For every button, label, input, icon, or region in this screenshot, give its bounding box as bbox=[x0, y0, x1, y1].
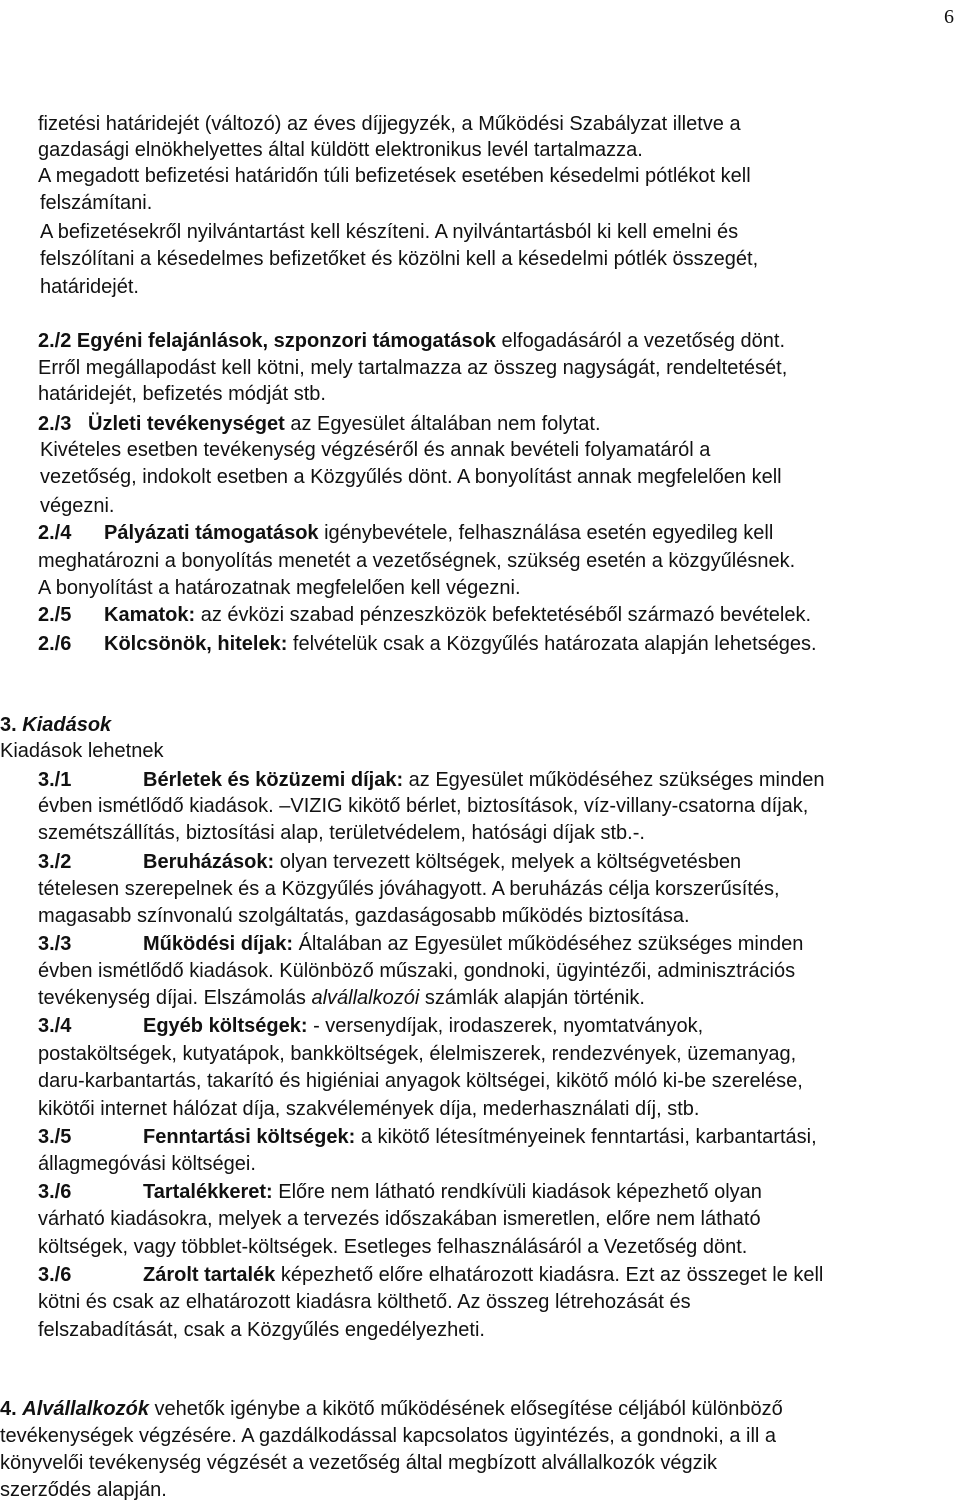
intro-line: határidejét. bbox=[40, 276, 139, 298]
section-3-6-heading bbox=[143, 1179, 762, 1205]
section-title: Beruházások: bbox=[143, 851, 275, 873]
section-title: Üzleti tevékenységet bbox=[88, 413, 285, 435]
intro-line: A megadott befizetési határidőn túli befizetések esetében késedelmi pótlékot kell bbox=[38, 165, 751, 187]
section-number: 4. bbox=[0, 1398, 17, 1420]
section-2-4-heading bbox=[104, 520, 773, 546]
section-number: 2./4 bbox=[38, 522, 72, 544]
section-title: Alvállalkozók bbox=[22, 1398, 149, 1420]
intro-line: fizetési határidejét (változó) az éves díjjegyzék, a Működési Szabályzat illetve a bbox=[38, 113, 741, 135]
section-2-5-heading bbox=[104, 602, 811, 628]
section-text: Általában az Egyesület működéséhez szükséges minden bbox=[293, 933, 804, 955]
section-title: Kiadások bbox=[22, 714, 112, 736]
section-3-heading bbox=[0, 712, 111, 738]
section-text: igénybevétele, felhasználása esetén egyedileg kell bbox=[318, 522, 774, 544]
section-number: 3./3 bbox=[38, 933, 72, 955]
section-number: 2./3 bbox=[38, 413, 72, 435]
section-number: 3./6 bbox=[38, 1264, 72, 1286]
section-number: 2./6 bbox=[38, 633, 72, 655]
section-line: várható kiadásokra, melyek a tervezés időszakában ismeretlen, előre nem látható bbox=[38, 1208, 761, 1230]
section-line: tevékenységek végzésére. A gazdálkodással kapcsolatos ügyintézés, a gondnoki, a ill a bbox=[0, 1425, 777, 1447]
section-line: határidejét, befizetés módját stb. bbox=[38, 383, 326, 405]
intro-line: felszólítani a késedelmes befizetőket és közölni kell a késedelmi pótlék összegét, bbox=[40, 248, 759, 270]
section-text: olyan tervezett költségek, melyek a költségvetésben bbox=[274, 851, 742, 873]
section-number: 3. bbox=[0, 714, 17, 736]
section-line: tételesen szerepelnek és a Közgyűlés jóváhagyott. A beruházás célja korszerűsítés, bbox=[38, 878, 780, 900]
section-3-5-heading bbox=[143, 1124, 817, 1150]
intro-line: felszámítani. bbox=[40, 192, 153, 214]
section-line: postaköltségek, kutyatápok, bankköltségek, élelmiszerek, rendezvények, üzemanyag, bbox=[38, 1043, 797, 1065]
section-text: elfogadásáról a vezetőség dönt. bbox=[495, 330, 786, 352]
section-line: felszabadítását, csak a Közgyűlés engedélyezheti. bbox=[38, 1319, 485, 1341]
section-number: 3./6 bbox=[38, 1181, 72, 1203]
section-italic-text: alvállalkozói bbox=[311, 987, 420, 1009]
section-title: Egyéb költségek: bbox=[143, 1015, 308, 1037]
section-line: kötni és csak az elhatározott kiadásra költhető. Az összeg létrehozását és bbox=[38, 1291, 691, 1313]
section-text: az Egyesület általában nem folytat. bbox=[284, 413, 601, 435]
section-number: 3./5 bbox=[38, 1126, 72, 1148]
section-2-6-heading bbox=[104, 631, 817, 657]
section-3-3-heading bbox=[143, 931, 803, 957]
section-2-2-heading bbox=[38, 328, 785, 354]
section-title: Kamatok: bbox=[104, 604, 196, 626]
section-line: költségek, vagy többlet-költségek. Esetleges felhasználásáról a Vezetőség dönt. bbox=[38, 1236, 748, 1258]
section-text: számlák alapján történik. bbox=[419, 987, 645, 1009]
section-text: - versenydíjak, irodaszerek, nyomtatványok, bbox=[307, 1015, 704, 1037]
intro-line: A befizetésekről nyilvántartást kell készíteni. A nyilvántartásból ki kell emelni és bbox=[40, 221, 739, 243]
section-title: Működési díjak: bbox=[143, 933, 294, 955]
section-title: Egyéni felajánlások, szponzori támogatások bbox=[76, 330, 496, 352]
intro-line: gazdasági elnökhelyettes által küldött elektronikus levél tartalmazza. bbox=[38, 139, 643, 161]
section-number: 3./2 bbox=[38, 851, 72, 873]
section-4-heading bbox=[0, 1396, 783, 1422]
section-line: évben ismétlődő kiadások. Különböző műszaki, gondnoki, ügyintézői, adminisztrációs bbox=[38, 960, 796, 982]
section-line: könyvelői tevékenység végzését a vezetőség által megbízott alvállalkozók végzik bbox=[0, 1452, 718, 1474]
section-line: évben ismétlődő kiadások. –VIZIG kikötő bérlet, biztosítások, víz-villany-csatorna díjak, bbox=[38, 795, 809, 817]
section-number: 2./2 bbox=[38, 330, 72, 352]
section-line: vezetőség, indokolt esetben a Közgyűlés dönt. A bonyolítást annak megfelelően kell bbox=[40, 466, 782, 488]
section-text: képezhető előre elhatározott kiadásra. Ezt az összeget le kell bbox=[275, 1264, 824, 1286]
section-line: állagmegóvási költségei. bbox=[38, 1153, 256, 1175]
section-text: Előre nem látható rendkívüli kiadások képezhető olyan bbox=[272, 1181, 762, 1203]
section-line: Erről megállapodást kell kötni, mely tartalmazza az összeg nagyságát, rendeltetését, bbox=[38, 357, 788, 379]
section-title: Pályázati támogatások bbox=[104, 522, 319, 544]
section-line: daru-karbantartás, takarító és higiéniai anyagok költségei, kikötő móló ki-be szerelése, bbox=[38, 1070, 803, 1092]
section-3-2-heading bbox=[143, 849, 741, 875]
section-text: felvételük csak a Közgyűlés határozata alapján lehetséges. bbox=[287, 633, 817, 655]
section-line: magasabb színvonalú szolgáltatás, gazdaságosabb működés biztosítása. bbox=[38, 905, 690, 927]
section-3-4-heading bbox=[143, 1013, 703, 1039]
section-title: Tartalékkeret: bbox=[143, 1181, 273, 1203]
section-title: Fenntartási költségek: bbox=[143, 1126, 356, 1148]
section-number: 3./1 bbox=[38, 769, 72, 791]
section-line: kikötői internet hálózat díja, szakvélemények díja, mederhasználati díj, stb. bbox=[38, 1098, 700, 1120]
section-text: az Egyesület működéséhez szükséges minden bbox=[403, 769, 825, 791]
section-3-1-heading bbox=[143, 767, 824, 793]
section-text: az évközi szabad pénzeszközök befektetéséből származó bevételek. bbox=[195, 604, 812, 626]
section-line bbox=[38, 985, 645, 1011]
section-text: tevékenység díjai. Elszámolás bbox=[38, 987, 312, 1009]
section-number: 3./4 bbox=[38, 1015, 72, 1037]
section-line: szerződés alapján. bbox=[0, 1479, 167, 1501]
page-number: 6 bbox=[944, 6, 954, 28]
section-line: meghatározni a bonyolítás menetét a vezetőségnek, szükség esetén a közgyűlésnek. bbox=[38, 550, 796, 572]
section-title: Bérletek és közüzemi díjak: bbox=[143, 769, 404, 791]
section-number: 2./5 bbox=[38, 604, 72, 626]
section-3-6b-heading bbox=[143, 1262, 823, 1288]
section-title: Kölcsönök, hitelek: bbox=[104, 633, 288, 655]
section-3-subtitle: Kiadások lehetnek bbox=[0, 740, 164, 762]
section-line: szemétszállítás, biztosítási alap, területvédelem, hatósági díjak stb.-. bbox=[38, 822, 645, 844]
section-line: A bonyolítást a határozatnak megfelelően kell végezni. bbox=[38, 577, 521, 599]
section-line: Kivételes esetben tevékenység végzéséről és annak bevételi folyamatáról a bbox=[40, 439, 711, 461]
section-2-3-heading bbox=[38, 411, 601, 437]
section-title: Zárolt tartalék bbox=[143, 1264, 276, 1286]
section-text: vehetők igénybe a kikötő működésének elősegítése céljából különböző bbox=[148, 1398, 783, 1420]
section-line: végezni. bbox=[40, 495, 115, 517]
section-text: a kikötő létesítményeinek fenntartási, karbantartási, bbox=[355, 1126, 817, 1148]
